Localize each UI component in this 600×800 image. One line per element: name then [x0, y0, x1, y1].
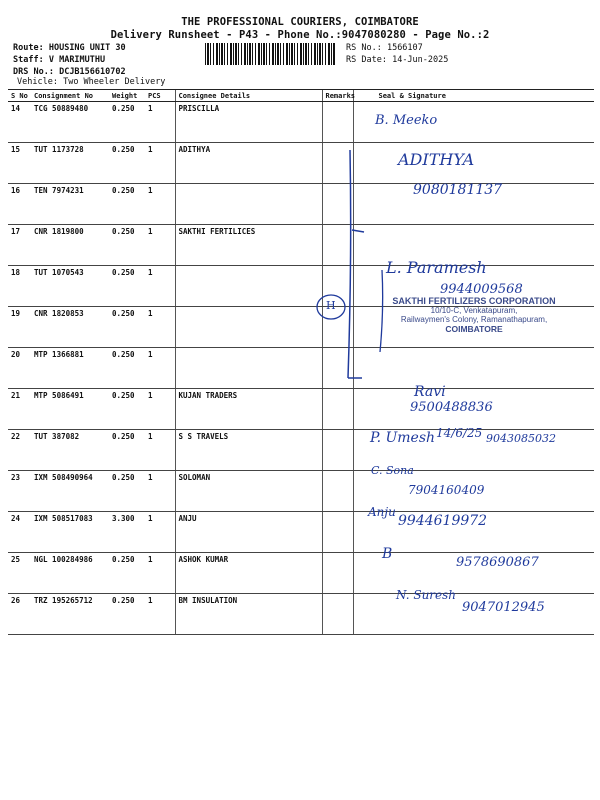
col-header-consignee: Consignee Details	[175, 90, 322, 102]
weight-cell: 0.250	[109, 266, 145, 307]
sno-cell: 21	[8, 389, 31, 430]
consignee-cell: SOLOMAN	[175, 471, 322, 512]
pcs-cell: 1	[145, 225, 175, 266]
consignment-cell: CNR 1820853	[31, 307, 109, 348]
sno-cell: 26	[8, 594, 31, 635]
handwritten-phone: 9578690867	[456, 555, 539, 570]
col-header-sno: S No	[8, 90, 31, 102]
handwritten-signature: Anju	[368, 505, 396, 519]
handwritten-signature: L. Paramesh	[386, 258, 487, 277]
handwritten-signature: B	[382, 546, 393, 562]
col-header-signature: Seal & Signature	[353, 90, 594, 102]
consignee-cell: ADITHYA	[175, 143, 322, 184]
handwritten-signature: C. Sona	[371, 464, 414, 477]
sno-cell: 18	[8, 266, 31, 307]
circle-mark-label: H	[326, 299, 336, 312]
pcs-cell: 1	[145, 348, 175, 389]
col-header-weight: Weight	[109, 90, 145, 102]
consignee-cell: KUJAN TRADERS	[175, 389, 322, 430]
rs-no-value: 1566107	[386, 43, 423, 53]
stamp-line-1: SAKTHI FERTILIZERS CORPORATION	[392, 296, 556, 306]
rs-date-label: RS Date:	[346, 55, 387, 65]
drs-value: DCJB156610702	[59, 67, 126, 77]
weight-cell: 0.250	[109, 430, 145, 471]
pcs-cell: 1	[145, 471, 175, 512]
handwritten-phone: 9080181137	[413, 182, 503, 198]
pcs-cell: 1	[145, 143, 175, 184]
sno-cell: 14	[8, 102, 31, 143]
runsheet-subtitle: Delivery Runsheet - P43 - Phone No.:9047080280 - Page No.:2	[110, 29, 490, 41]
drs-label: DRS No.:	[13, 67, 54, 77]
handwritten-date: 14/6/25	[436, 426, 483, 440]
handwritten-phone: 9043085032	[486, 432, 556, 445]
handwritten-phone: 9047012945	[462, 600, 545, 615]
staff-label: Staff:	[13, 55, 44, 65]
sno-cell: 23	[8, 471, 31, 512]
pcs-cell: 1	[145, 553, 175, 594]
consignee-cell: PRISCILLA	[175, 102, 322, 143]
vehicle-value: Two Wheeler Delivery	[63, 77, 166, 87]
consignment-cell: CNR 1819800	[31, 225, 109, 266]
handwritten-phone: 9944619972	[398, 513, 488, 529]
handwritten-signature: N. Suresh	[396, 588, 457, 602]
consignee-cell: ASHOK KUMAR	[175, 553, 322, 594]
handwritten-phone: 7904160409	[408, 483, 485, 497]
col-header-remarks: Remarks	[322, 90, 353, 102]
consignment-cell: IXM 508517083	[31, 512, 109, 553]
stamp-line-4: COIMBATORE	[445, 324, 503, 334]
consignment-cell: TUT 387082	[31, 430, 109, 471]
col-header-pcs: PCS	[145, 90, 175, 102]
route-label: Route:	[13, 43, 44, 53]
consignee-cell: ANJU	[175, 512, 322, 553]
route-value: HOUSING UNIT 30	[48, 43, 126, 53]
pcs-cell: 1	[145, 307, 175, 348]
consignee-cell: BM INSULATION	[175, 594, 322, 635]
weight-cell: 0.250	[109, 389, 145, 430]
sno-cell: 20	[8, 348, 31, 389]
weight-cell: 0.250	[109, 553, 145, 594]
sno-cell: 16	[8, 184, 31, 225]
weight-cell: 0.250	[109, 471, 145, 512]
pcs-cell: 1	[145, 389, 175, 430]
weight-cell: 0.250	[109, 348, 145, 389]
handwritten-phone: 9500488836	[410, 400, 493, 415]
pcs-cell: 1	[145, 430, 175, 471]
stamp-line-2: 10/10-C, Venkatapuram,	[430, 306, 518, 315]
circle-mark-icon	[317, 295, 345, 319]
consignment-cell: TUT 1173728	[31, 143, 109, 184]
vehicle-label: Vehicle:	[17, 77, 58, 87]
pcs-cell: 1	[145, 102, 175, 143]
consignment-cell: IXM 508490964	[31, 471, 109, 512]
weight-cell: 0.250	[109, 184, 145, 225]
consignment-cell: NGL 100284986	[31, 553, 109, 594]
pcs-cell: 1	[145, 512, 175, 553]
weight-cell: 0.250	[109, 225, 145, 266]
handwritten-signature: P. Umesh	[370, 430, 436, 446]
consignment-cell: MTP 5086491	[31, 389, 109, 430]
staff-value: V MARIMUTHU	[48, 55, 106, 65]
stamp-line-3: Railwaymen's Colony, Ramanathapuram,	[400, 315, 548, 324]
sno-cell: 22	[8, 430, 31, 471]
pcs-cell: 1	[145, 266, 175, 307]
consignment-cell: MTP 1366881	[31, 348, 109, 389]
signature-stroke-icon	[380, 270, 383, 352]
pcs-cell: 1	[145, 184, 175, 225]
weight-cell: 0.250	[109, 143, 145, 184]
bracket-line-icon	[348, 150, 351, 378]
col-header-consignment: Consignment No	[31, 90, 109, 102]
consignment-cell: TRZ 195265712	[31, 594, 109, 635]
consignee-cell: SAKTHI FERTILICES	[175, 225, 322, 266]
sno-cell: 17	[8, 225, 31, 266]
sno-cell: 25	[8, 553, 31, 594]
pcs-cell: 1	[145, 594, 175, 635]
weight-cell: 0.250	[109, 594, 145, 635]
weight-cell: 0.250	[109, 102, 145, 143]
bracket-tick-icon	[352, 230, 364, 232]
handwritten-signature: Ravi	[414, 384, 446, 400]
handwritten-signature: B. Meeko	[375, 113, 438, 128]
consignment-cell: TEN 7974231	[31, 184, 109, 225]
handwritten-phone: 9944009568	[440, 282, 523, 297]
handwritten-signature: ADITHYA	[398, 150, 475, 169]
sno-cell: 15	[8, 143, 31, 184]
consignment-cell: TUT 1070543	[31, 266, 109, 307]
rs-date-value: 14-Jun-2025	[392, 55, 449, 65]
weight-cell: 3.300	[109, 512, 145, 553]
consignment-cell: TCG 50889480	[31, 102, 109, 143]
rs-no-label: RS No.:	[346, 43, 382, 53]
sno-cell: 24	[8, 512, 31, 553]
sno-cell: 19	[8, 307, 31, 348]
weight-cell: 0.250	[109, 307, 145, 348]
consignee-cell: S S TRAVELS	[175, 430, 322, 471]
company-title: THE PROFESSIONAL COURIERS, COIMBATORE	[181, 16, 419, 28]
